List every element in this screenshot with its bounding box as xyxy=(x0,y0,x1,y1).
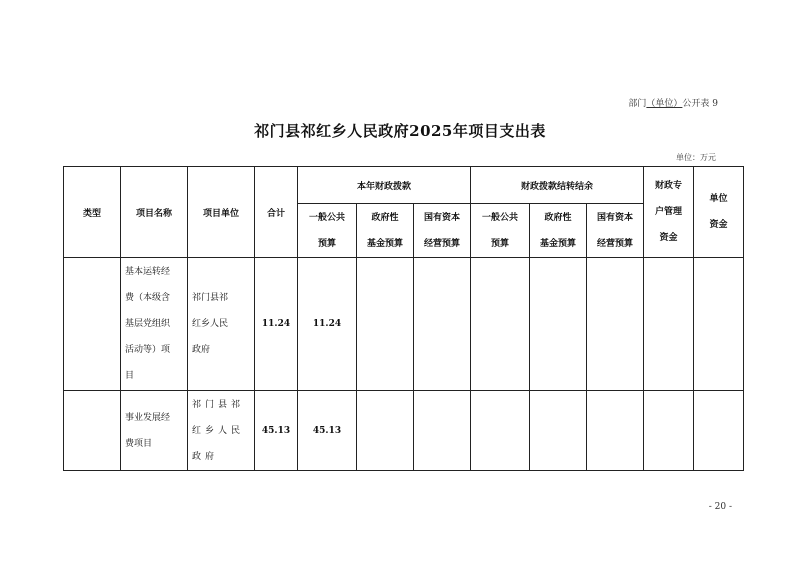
row-project-unit xyxy=(188,391,255,471)
header-own-line2: 资金 xyxy=(709,220,728,230)
row-current-state-capital xyxy=(414,391,471,471)
project-name-line: 费项目 xyxy=(125,438,153,449)
header-current-state-line2: 经营预算 xyxy=(424,238,461,249)
page-number: - 20 - xyxy=(708,502,732,512)
header-special-line3: 资金 xyxy=(659,233,678,243)
row-carryover-general xyxy=(471,258,530,391)
project-unit-line: 祁门县祁 xyxy=(192,399,245,410)
row-project-name xyxy=(121,391,188,471)
row-own-funds xyxy=(694,258,744,391)
row-current-fund xyxy=(357,391,414,471)
table-row xyxy=(64,258,744,391)
header-type: 类型 xyxy=(64,167,121,258)
header-carryover: 财政拨款结转结余 xyxy=(471,167,644,204)
header-special-account xyxy=(644,167,694,258)
project-name-line: 事业发展经 xyxy=(125,412,171,423)
row-total: 11.24 xyxy=(255,258,298,391)
row-own-funds xyxy=(694,391,744,471)
header-own-funds xyxy=(694,167,744,258)
row-special-account xyxy=(644,391,694,471)
header-own-line1: 单位 xyxy=(709,194,728,204)
row-carryover-general xyxy=(471,391,530,471)
project-unit-line: 祁门县祁 xyxy=(192,293,229,303)
row-current-state-capital xyxy=(414,258,471,391)
row-current-general: 11.24 xyxy=(298,258,357,391)
header-current-state-capital xyxy=(414,204,471,258)
project-unit-line: 红乡人民 xyxy=(192,319,229,329)
header-total: 合计 xyxy=(255,167,298,258)
header-current-fund xyxy=(357,204,414,258)
row-carryover-state-capital xyxy=(587,391,644,471)
unit-label: 单位：万元 xyxy=(676,153,716,162)
project-name-line: 基层党组织 xyxy=(125,319,171,329)
header-carryover-fund-line1: 政府性 xyxy=(544,212,572,223)
header-current-year-appropriation: 本年财政拨款 xyxy=(298,167,471,204)
header-current-state-line1: 国有资本 xyxy=(424,212,461,223)
project-name-line: 活动等）项 xyxy=(125,345,171,355)
row-carryover-state-capital xyxy=(587,258,644,391)
header-carryover-fund-line2: 基金预算 xyxy=(540,238,577,249)
header-special-line1: 财政专 xyxy=(655,181,683,191)
header-current-general-line2: 预算 xyxy=(317,238,336,249)
row-carryover-fund xyxy=(530,391,587,471)
header-carryover-general-line2: 预算 xyxy=(491,238,510,249)
table-row xyxy=(64,391,744,471)
row-current-fund xyxy=(357,258,414,391)
project-name-line: 基本运转经 xyxy=(125,267,171,277)
project-name-line: 费（本级含 xyxy=(125,293,171,303)
header-project-unit: 项目单位 xyxy=(188,167,255,258)
project-expenditure-table xyxy=(63,166,744,471)
header-carryover-state-line2: 经营预算 xyxy=(597,238,634,249)
ref-prefix: 部门 xyxy=(628,99,647,109)
header-current-general xyxy=(298,204,357,258)
row-carryover-fund xyxy=(530,258,587,391)
project-name-line: 目 xyxy=(125,371,135,381)
page-title: 祁门县祁红乡人民政府2025年项目支出表 xyxy=(254,122,546,140)
header-special-line2: 户管理 xyxy=(655,207,683,217)
document-reference xyxy=(628,96,718,109)
header-carryover-state-capital xyxy=(587,204,644,258)
project-unit-line: 政府 xyxy=(192,451,219,462)
row-special-account xyxy=(644,258,694,391)
row-project-name xyxy=(121,258,188,391)
row-type xyxy=(64,391,121,471)
row-project-unit xyxy=(188,258,255,391)
project-unit-line: 政府 xyxy=(192,345,211,355)
ref-suffix: 公开表 9 xyxy=(682,99,718,109)
ref-unit: （单位） xyxy=(646,99,683,109)
row-current-general: 45.13 xyxy=(298,391,357,471)
header-carryover-fund xyxy=(530,204,587,258)
header-project-name: 项目名称 xyxy=(121,167,188,258)
header-carryover-general xyxy=(471,204,530,258)
header-current-general-line1: 一般公共 xyxy=(308,212,345,223)
header-current-fund-line2: 基金预算 xyxy=(366,238,403,249)
header-carryover-general-line1: 一般公共 xyxy=(482,212,519,223)
row-type xyxy=(64,258,121,391)
project-unit-line: 红乡人民 xyxy=(192,425,245,436)
header-current-fund-line1: 政府性 xyxy=(371,212,399,223)
row-total: 45.13 xyxy=(255,391,298,471)
header-carryover-state-line1: 国有资本 xyxy=(597,212,634,223)
